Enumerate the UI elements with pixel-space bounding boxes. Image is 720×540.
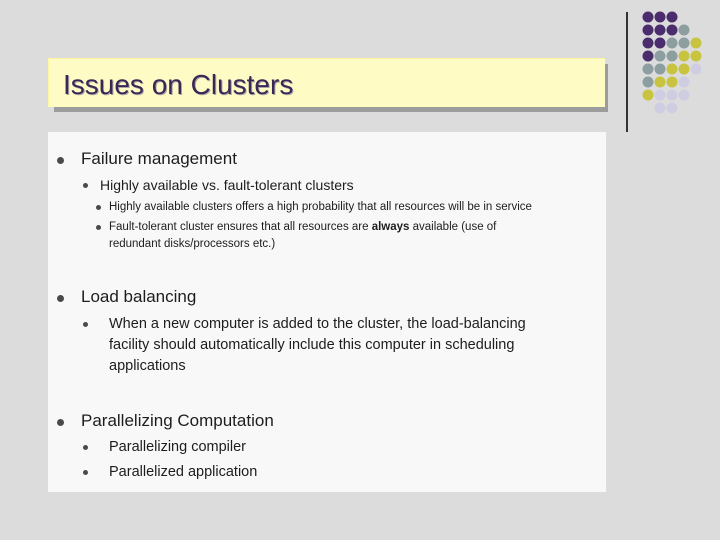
section-heading-failure: Failure management	[81, 149, 237, 168]
bullet-icon	[57, 157, 64, 164]
sub-bullet-ha-vs-ft: Highly available vs. fault-tolerant clusters	[100, 177, 354, 193]
item-parallel-application: Parallelized application	[109, 464, 258, 480]
item-ft-bold: always	[371, 221, 410, 233]
item-ft-text-3: redundant disks/processors etc.)	[109, 238, 276, 250]
load-line-3: applications	[109, 358, 186, 374]
section-heading-parallel: Parallelizing Computation	[81, 411, 274, 430]
bullet-icon	[83, 322, 88, 327]
bullet-icon	[96, 205, 101, 210]
bullet-icon	[57, 295, 64, 302]
slide-title: Issues on Clusters	[63, 69, 294, 100]
bullet-icon	[83, 183, 88, 188]
load-line-1: When a new computer is added to the cluster, the load-balancing	[109, 316, 526, 332]
item-ft-text-2: available (use of	[409, 221, 497, 233]
bullet-icon	[57, 419, 64, 426]
item-ha-clusters: Highly available clusters offers a high probability that all resources will be in service	[109, 201, 532, 213]
item-parallel-compiler: Parallelizing compiler	[109, 439, 246, 455]
load-balancing-text	[109, 314, 599, 377]
decorative-vertical-line	[626, 12, 628, 132]
bullet-icon	[83, 445, 88, 450]
load-line-2: facility should automatically include this computer in scheduling	[109, 337, 515, 353]
content-panel	[48, 132, 606, 492]
item-ft-clusters	[109, 219, 589, 253]
section-heading-load: Load balancing	[81, 287, 197, 306]
bullet-icon	[83, 470, 88, 475]
item-ft-text-1: Fault-tolerant cluster ensures that all resources are	[109, 221, 372, 233]
title-box	[48, 58, 605, 107]
bullet-icon	[96, 225, 101, 230]
